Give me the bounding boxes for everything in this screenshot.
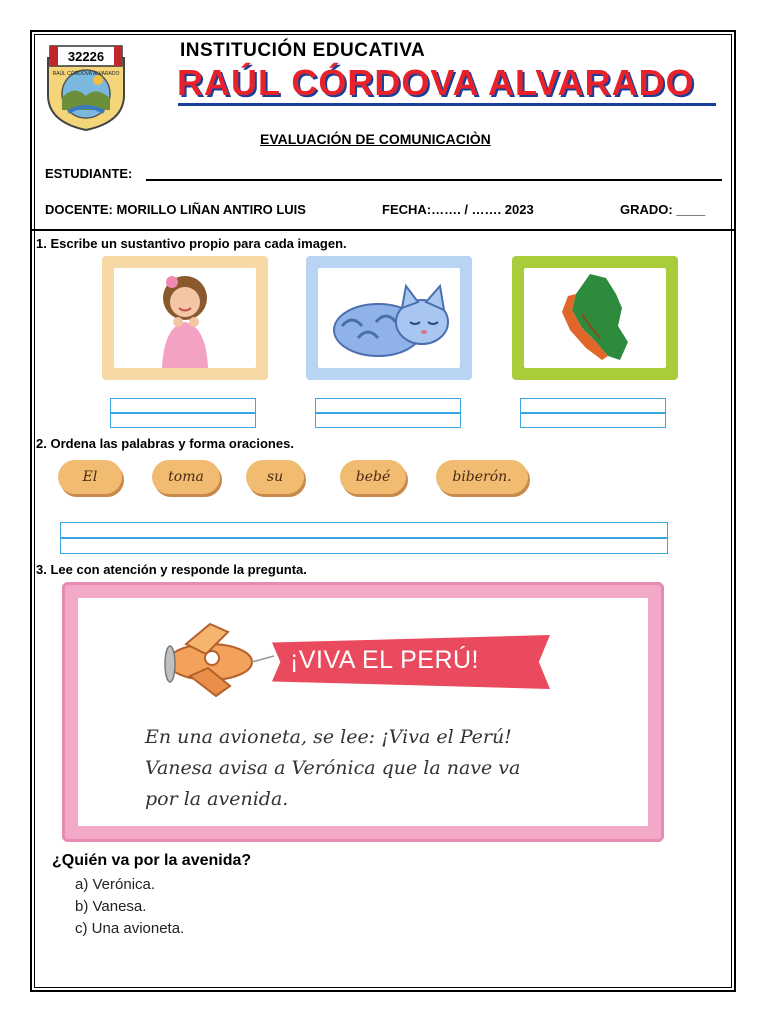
grade-field[interactable]: GRADO: ____ [620,202,706,217]
image-frame-girl [102,256,268,380]
institution-label: INSTITUCIÓN EDUCATIVA [180,40,426,61]
word-cloud-2[interactable]: toma [152,460,220,494]
page-inner-border [34,34,732,988]
story-line-1: En una avioneta, se lee: ¡Viva el Perú! [145,726,512,748]
word-cloud-5[interactable]: biberón. [436,460,528,494]
evaluation-title: EVALUACIÓN DE COMUNICACIÒN [260,131,491,147]
word-cloud-1[interactable]: El [58,460,122,494]
sleeping-cat-icon [318,268,460,368]
sentence-answer-lines[interactable] [60,522,668,554]
word-cloud-3[interactable]: su [246,460,304,494]
answer-box-2[interactable] [315,398,461,428]
image-frame-cat [306,256,472,380]
logo-code: 32226 [67,49,105,64]
question-2-text: 2. Ordena las palabras y forma oraciones. [36,436,294,451]
student-name-line[interactable] [146,179,722,181]
option-b[interactable]: b) Vanesa. [75,898,147,915]
viva-banner-text: ¡VIVA EL PERÚ! [290,646,480,674]
page-border [30,30,736,992]
airplane-icon [150,614,280,704]
image-frame-map [512,256,678,380]
story-line-3: por la avenida. [145,788,289,810]
peru-map-icon [524,268,666,368]
date-field[interactable]: FECHA:……. / ……. 2023 [382,202,534,217]
girl-photo-icon [114,268,256,368]
question-3-text: 3. Lee con atención y responde la pregunta. [36,562,307,577]
student-label: ESTUDIANTE: [45,166,133,181]
teacher-label: DOCENTE: MORILLO LIÑAN ANTIRO LUIS [45,202,306,217]
institution-underline [178,103,716,106]
answer-box-1[interactable] [110,398,256,428]
logo-text: RAÚL CÓRDOVA ALVARADO [52,71,120,77]
school-logo-icon [44,40,128,132]
option-c[interactable]: c) Una avioneta. [75,920,185,937]
header-divider [30,229,736,231]
option-a[interactable]: a) Verónica. [75,876,156,893]
story-line-2: Vanesa avisa a Verónica que la nave va [145,757,521,779]
institution-name: RAÚL CÓRDOVA ALVARADO [177,62,695,103]
question-prompt: ¿Quién va por la avenida? [52,852,252,869]
answer-box-3[interactable] [520,398,666,428]
word-cloud-4[interactable]: bebé [340,460,406,494]
question-1-text: 1. Escribe un sustantivo propio para cada imagen. [36,236,347,251]
